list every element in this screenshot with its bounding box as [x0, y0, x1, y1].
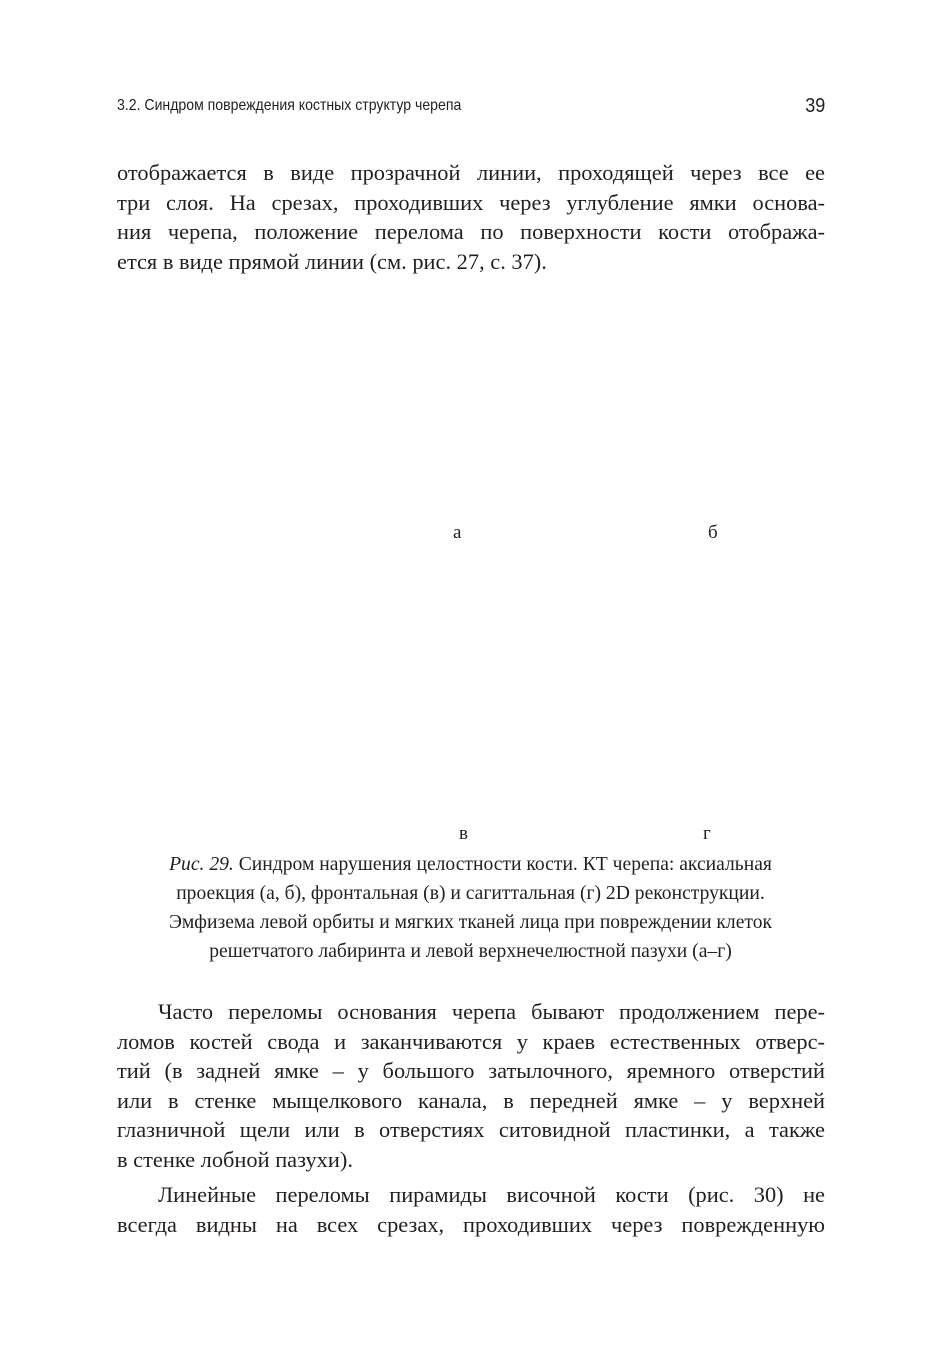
panel-label-g: г — [703, 823, 711, 844]
panel-label-b: б — [708, 522, 718, 543]
paragraph-continuation — [117, 158, 825, 276]
page-number: 39 — [804, 95, 825, 117]
text-line: всегда видны на всех срезах, проходивших через поврежденную — [117, 1211, 825, 1237]
panel-label-a: а — [453, 522, 462, 543]
text-line: три слоя. На срезах, проходивших через углубление ямки основа- — [117, 189, 825, 215]
paragraph-skull-base-fractures — [117, 997, 825, 1174]
text-line: в стенке лобной пазухи). — [117, 1146, 353, 1172]
paragraph-temporal-bone — [117, 1180, 825, 1239]
caption-line: решетчатого лабиринта и левой верхнечелюстной пазухи (а–г) — [209, 941, 732, 962]
figure-reference: Рис. 29. — [169, 854, 234, 875]
text-line: ломов костей свода и заканчиваются у краев естественных отверс- — [117, 1028, 825, 1054]
caption-line: Эмфизема левой орбиты и мягких тканей лица при повреждении клеток — [168, 912, 773, 933]
caption-line — [105, 850, 836, 879]
text-line: ется в виде прямой линии (см. рис. 27, с. 37). — [117, 248, 547, 274]
text-line: тий (в задней ямке – у большого затылочного, яремного отверстий — [117, 1058, 825, 1083]
text-line: глазничной щели или в отверстиях ситовидной пластинки, а также — [117, 1117, 825, 1142]
text-line: Часто переломы основания черепа бывают продолжением пере- — [158, 999, 825, 1024]
panel-label-v: в — [459, 823, 468, 844]
text-line: или в стенке мыщелкового канала, в передней ямке – у верхней — [117, 1087, 825, 1113]
caption-line: проекция (а, б), фронтальная (в) и сагиттальная (г) 2D реконструкции. — [176, 883, 765, 904]
page-header — [117, 95, 825, 119]
running-title: 3.2. Синдром повреждения костных структур черепа — [117, 97, 462, 114]
text-line: отображается в виде прозрачной линии, проходящей через все ее — [117, 160, 825, 185]
text-line: ния черепа, положение перелома по поверхности кости отобража- — [117, 219, 825, 244]
figure-29 — [117, 300, 825, 844]
figure-caption — [105, 850, 836, 966]
caption-text: Синдром нарушения целостности кости. КТ черепа: аксиальная — [233, 854, 772, 875]
text-line: Линейные переломы пирамиды височной кости (рис. 30) не — [158, 1182, 825, 1207]
